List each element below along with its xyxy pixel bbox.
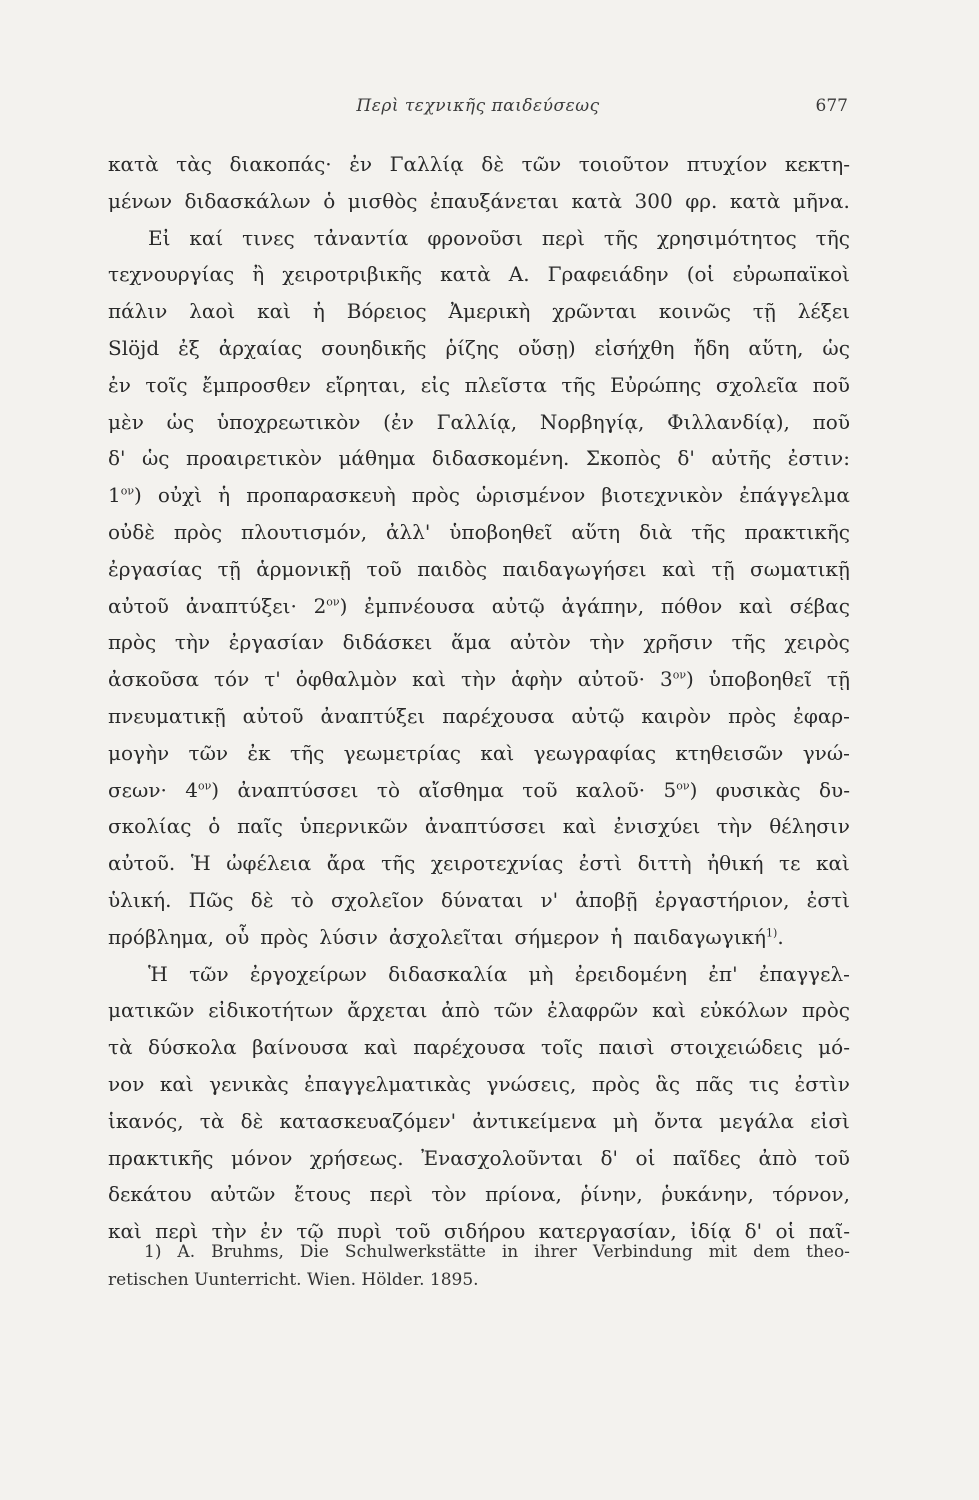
text-line: τὰ δύσκολα βαίνουσα καὶ παρέχουσα τοῖς παισὶ στοιχειώδεις μό- bbox=[108, 1035, 850, 1060]
page-number: 677 bbox=[815, 96, 848, 116]
text-line: καὶ περὶ τὴν ἐν τῷ πυρὶ τοῦ σιδήρου κατεργασίαν, ἰδίᾳ δ' οἱ παῖ- bbox=[108, 1219, 850, 1244]
text-line: σεων· $4^{o\nu}$) ἀναπτύσσει τὸ αἴσθημα τοῦ καλοῦ· $5^{o\nu}$) φυσικὰς δυ- bbox=[108, 777, 850, 802]
text-line: ματικῶν εἰδικοτήτων ἄρχεται ἀπὸ τῶν ἐλαφρῶν καὶ εὐκόλων πρὸς bbox=[108, 998, 850, 1023]
text-line: ὑλική. Πῶς δὲ τὸ σχολεῖον δύναται ν' ἀποβῇ ἐργαστήριον, ἐστὶ bbox=[108, 887, 850, 912]
text-line: κατὰ τὰς διακοπάς· ἐν Γαλλίᾳ δὲ τῶν τοιοῦτον πτυχίον κεκτη- bbox=[108, 152, 850, 176]
text-line: δεκάτου αὐτῶν ἔτους περὶ τὸν πρίονα, ῥίνην, ῥυκάνην, τόρνον, bbox=[108, 1182, 850, 1207]
text-line: πρόβλημα, οὗ πρὸς λύσιν ἀσχολεῖται σήμερον ἡ παιδαγωγική$^{1)}$. bbox=[108, 924, 784, 949]
text-line: μένων διδασκάλων ὁ μισθὸς ἐπαυξάνεται κατὰ 300 φρ. κατὰ μῆνα. bbox=[108, 188, 850, 213]
text-line: ἀσκοῦσα τόν τ' ὀφθαλμὸν καὶ τὴν ἁφὴν αὐτοῦ· $3^{o\nu}$) ὑποβοηθεῖ τῇ bbox=[108, 667, 850, 692]
text-line: ἐν τοῖς ἔμπροσθεν εἴρηται, εἰς πλεῖστα τῆς Εὐρώπης σχολεῖα ποῦ bbox=[108, 372, 850, 397]
text-line: αὐτοῦ. Ἡ ὠφέλεια ἄρα τῆς χειροτεχνίας ἐστὶ διττὴ ἠθική τε καὶ bbox=[108, 851, 850, 876]
text-line: πνευματικῇ αὐτοῦ ἀναπτύξει παρέχουσα αὐτῷ καιρὸν πρὸς ἐφαρ- bbox=[108, 703, 850, 728]
text-line: νον καὶ γενικὰς ἐπαγγελματικὰς γνώσεις, πρὸς ἃς πᾶς τις ἐστὶν bbox=[108, 1071, 850, 1096]
text-line: ἱκανός, τὰ δὲ κατασκευαζόμεν' ἀντικείμενα μὴ ὄντα μεγάλα εἰσὶ bbox=[108, 1108, 850, 1133]
footnotes bbox=[108, 1238, 850, 1294]
text-line: Ἡ τῶν ἐργοχείρων διδασκαλία μὴ ἐρειδομένη ἐπ' ἐπαγγελ- bbox=[148, 961, 850, 986]
text-line: πρὸς τὴν ἐργασίαν διδάσκει ἅμα αὐτὸν τὴν χρῆσιν τῆς χειρὸς bbox=[108, 630, 850, 655]
page-header bbox=[108, 96, 848, 126]
text-line: σκολίας ὁ παῖς ὑπερνικῶν ἀναπτύσσει καὶ ἐνισχύει τὴν θέλησιν bbox=[108, 814, 850, 839]
text-line: τεχνουργίας ἢ χειροτριβικῆς κατὰ Α. Γραφειάδην (οἱ εὐρωπαϊκοὶ bbox=[108, 262, 850, 287]
text-line: οὐδὲ πρὸς πλουτισμόν, ἀλλ' ὑποβοηθεῖ αὕτη διὰ τῆς πρακτικῆς bbox=[108, 519, 850, 544]
text-line: Εἰ καί τινες τἀναντία φρονοῦσι περὶ τῆς χρησιμότητος τῆς bbox=[148, 225, 850, 250]
text-line: δ' ὡς προαιρετικὸν μάθημα διδασκομένη. Σκοπὸς δ' αὐτῆς ἐστιν: bbox=[108, 446, 850, 471]
text-line: ἐργασίας τῇ ἁρμονικῇ τοῦ παιδὸς παιδαγωγήσει καὶ τῇ σωματικῇ bbox=[108, 556, 850, 581]
text-line: πρακτικῆς μόνον χρήσεως. Ἐνασχολοῦνται δ' οἱ παῖδες ἀπὸ τοῦ bbox=[108, 1145, 850, 1170]
body-text bbox=[108, 146, 850, 1250]
text-line: Slöjd ἐξ ἀρχαίας σουηδικῆς ῥίζης οὔσῃ) εἰσήχθη ἤδη αὕτη, ὡς bbox=[108, 335, 850, 360]
footnote-line: retischen Uunterricht. Wien. Hölder. 1895. bbox=[108, 1270, 479, 1290]
footnote-line: 1) A. Bruhms, Die Schulwerkstätte in ihrer Verbindung mit dem theo- bbox=[144, 1242, 850, 1262]
text-line: αὐτοῦ ἀναπτύξει· $2^{o\nu}$) ἐμπνέουσα αὐτῷ ἀγάπην, πόθον καὶ σέβας bbox=[108, 593, 850, 618]
text-line: μογὴν τῶν ἐκ τῆς γεωμετρίας καὶ γεωγραφίας κτηθεισῶν γνώ- bbox=[108, 740, 850, 765]
text-line: πάλιν λαοὶ καὶ ἡ Βόρειος Ἀμερικὴ χρῶνται κοινῶς τῇ λέξει bbox=[108, 299, 850, 324]
running-title: Περὶ τεχνικῆς παιδεύσεως bbox=[356, 96, 600, 116]
text-line: μὲν ὡς ὑποχρεωτικὸν (ἐν Γαλλίᾳ, Νορβηγίᾳ, Φιλλανδίᾳ), ποῦ bbox=[108, 409, 850, 434]
text-line: $1^{o\nu}$) οὐχὶ ἡ προπαρασκευὴ πρὸς ὡρισμένον βιοτεχνικὸν ἐπάγγελμα bbox=[108, 483, 850, 508]
